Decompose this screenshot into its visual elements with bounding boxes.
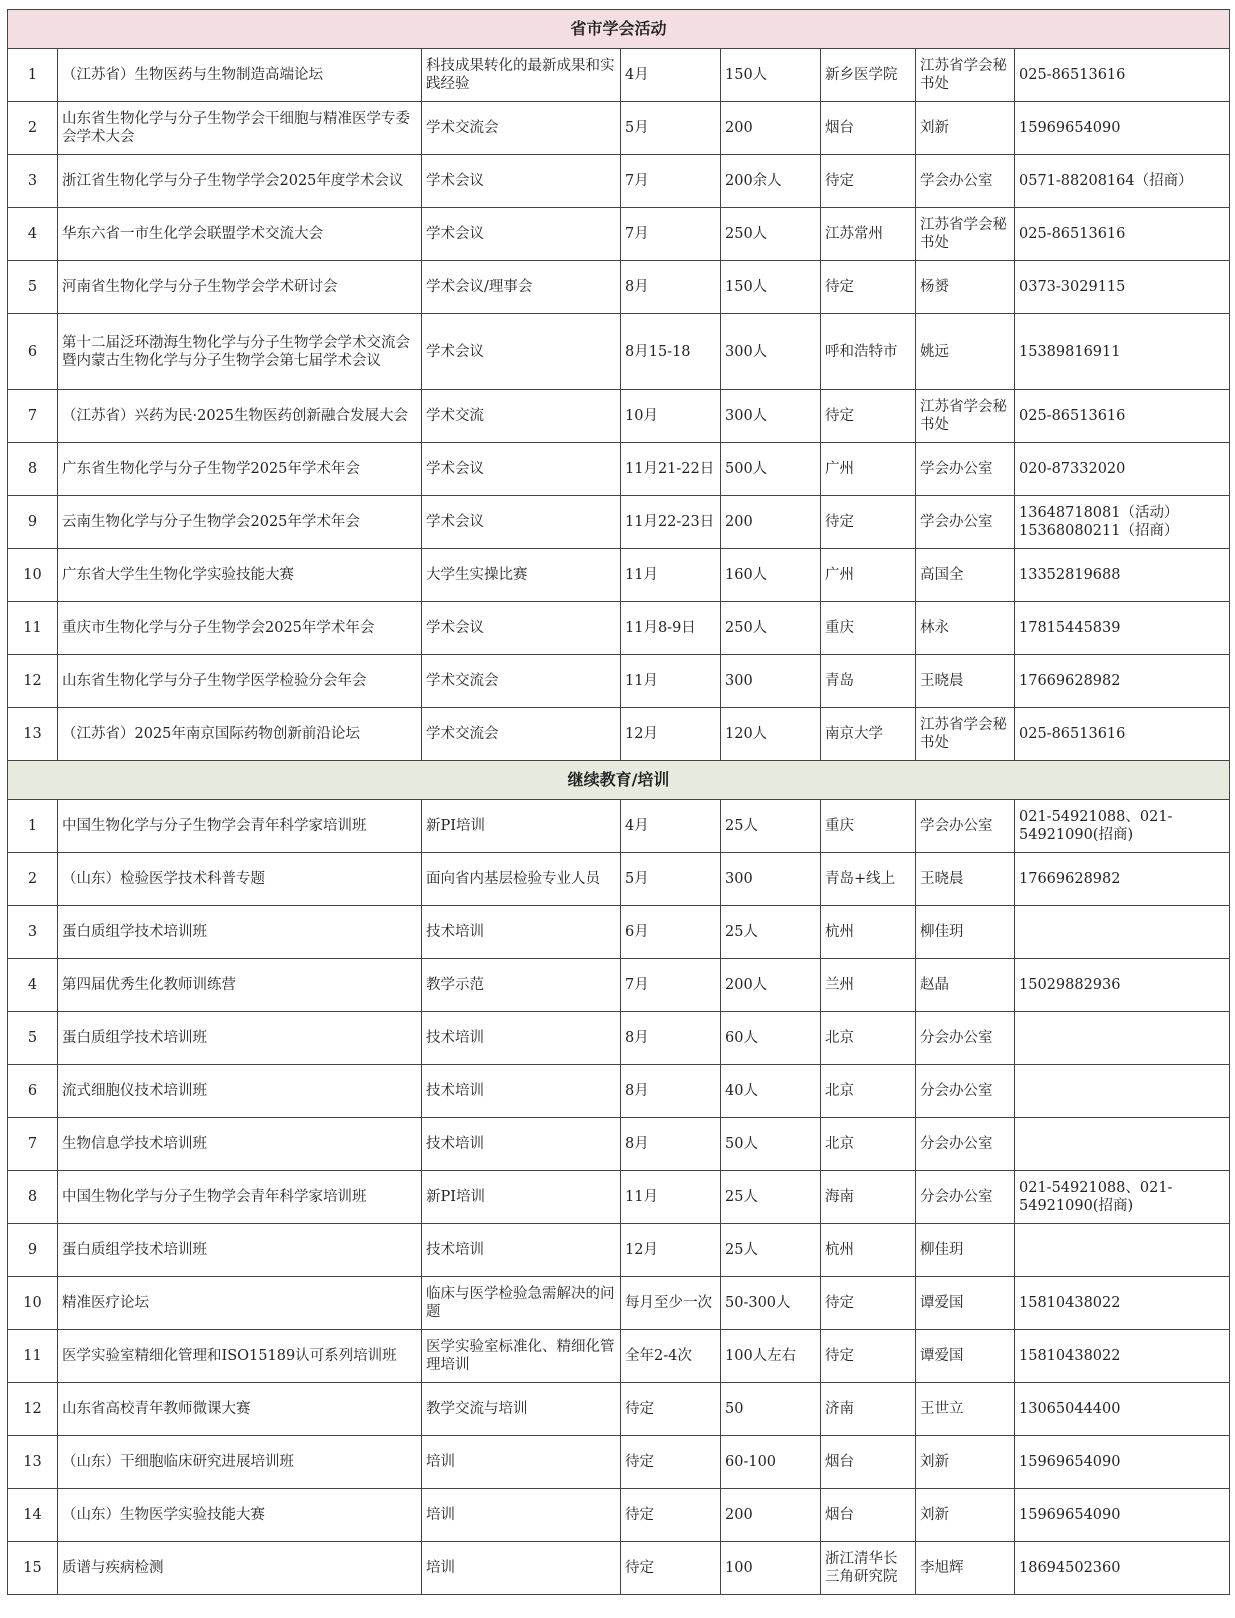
row-number-cell: 13 xyxy=(8,708,58,761)
contact-person-cell: 刘新 xyxy=(916,102,1015,155)
row-number-cell: 1 xyxy=(8,49,58,102)
activity-location-cell: 杭州 xyxy=(821,1224,916,1277)
contact-phone-cell: 15810438022 xyxy=(1015,1277,1230,1330)
contact-phone-cell: 13648718081（活动）15368080211（招商） xyxy=(1015,496,1230,549)
table-row xyxy=(8,1118,1230,1171)
attendee-count-cell: 50-300人 xyxy=(721,1277,821,1330)
contact-person-cell: 姚远 xyxy=(916,314,1015,390)
table-row xyxy=(8,959,1230,1012)
activity-time-cell: 8月 xyxy=(621,261,721,314)
row-number-cell: 12 xyxy=(8,1383,58,1436)
contact-phone-cell: 15969654090 xyxy=(1015,1436,1230,1489)
activity-type-cell: 学术会议 xyxy=(422,155,621,208)
contact-phone-cell: 13352819688 xyxy=(1015,549,1230,602)
contact-phone-cell: 13065044400 xyxy=(1015,1383,1230,1436)
activity-time-cell: 10月 xyxy=(621,390,721,443)
row-number-cell: 5 xyxy=(8,261,58,314)
row-number-cell: 6 xyxy=(8,1065,58,1118)
activity-location-cell: 南京大学 xyxy=(821,708,916,761)
activity-time-cell: 11月8-9日 xyxy=(621,602,721,655)
contact-person-cell: 柳佳玥 xyxy=(916,1224,1015,1277)
table-row xyxy=(8,443,1230,496)
contact-phone-cell xyxy=(1015,906,1230,959)
contact-person-cell: 分会办公室 xyxy=(916,1171,1015,1224)
attendee-count-cell: 25人 xyxy=(721,1224,821,1277)
attendee-count-cell: 250人 xyxy=(721,208,821,261)
activity-time-cell: 5月 xyxy=(621,853,721,906)
activity-location-cell: 待定 xyxy=(821,1330,916,1383)
activity-type-cell: 学术会议 xyxy=(422,496,621,549)
activity-name-cell: 河南省生物化学与分子生物学会学术研讨会 xyxy=(58,261,422,314)
activity-name-cell: 重庆市生物化学与分子生物学会2025年学术年会 xyxy=(58,602,422,655)
contact-phone-cell xyxy=(1015,1012,1230,1065)
activity-location-cell: 新乡医学院 xyxy=(821,49,916,102)
activity-name-cell: 蛋白质组学技术培训班 xyxy=(58,1224,422,1277)
activity-name-cell: 山东省高校青年教师微课大赛 xyxy=(58,1383,422,1436)
contact-phone-cell: 0571-88208164（招商） xyxy=(1015,155,1230,208)
activity-time-cell: 8月 xyxy=(621,1118,721,1171)
activity-location-cell: 江苏常州 xyxy=(821,208,916,261)
table-row xyxy=(8,208,1230,261)
attendee-count-cell: 25人 xyxy=(721,800,821,853)
table-body xyxy=(8,10,1230,1595)
activity-table xyxy=(7,9,1230,1595)
contact-person-cell: 杨赟 xyxy=(916,261,1015,314)
activity-type-cell: 学术会议 xyxy=(422,208,621,261)
activity-type-cell: 教学交流与培训 xyxy=(422,1383,621,1436)
row-number-cell: 13 xyxy=(8,1436,58,1489)
row-number-cell: 6 xyxy=(8,314,58,390)
contact-phone-cell: 15029882936 xyxy=(1015,959,1230,1012)
contact-person-cell: 江苏省学会秘书处 xyxy=(916,708,1015,761)
activity-type-cell: 技术培训 xyxy=(422,1012,621,1065)
activity-time-cell: 待定 xyxy=(621,1383,721,1436)
activity-name-cell: 中国生物化学与分子生物学会青年科学家培训班 xyxy=(58,800,422,853)
row-number-cell: 4 xyxy=(8,959,58,1012)
table-row xyxy=(8,853,1230,906)
activity-name-cell: 精准医疗论坛 xyxy=(58,1277,422,1330)
contact-person-cell: 江苏省学会秘书处 xyxy=(916,208,1015,261)
activity-location-cell: 待定 xyxy=(821,496,916,549)
attendee-count-cell: 150人 xyxy=(721,261,821,314)
table-row xyxy=(8,1171,1230,1224)
table-row xyxy=(8,708,1230,761)
activity-name-cell: 中国生物化学与分子生物学会青年科学家培训班 xyxy=(58,1171,422,1224)
activity-location-cell: 北京 xyxy=(821,1065,916,1118)
table-row xyxy=(8,800,1230,853)
row-number-cell: 5 xyxy=(8,1012,58,1065)
contact-person-cell: 学会办公室 xyxy=(916,496,1015,549)
attendee-count-cell: 200 xyxy=(721,102,821,155)
contact-person-cell: 学会办公室 xyxy=(916,443,1015,496)
activity-type-cell: 技术培训 xyxy=(422,1065,621,1118)
contact-phone-cell: 021-54921088、021-54921090(招商) xyxy=(1015,1171,1230,1224)
activity-location-cell: 济南 xyxy=(821,1383,916,1436)
activity-name-cell: 山东省生物化学与分子生物学医学检验分会年会 xyxy=(58,655,422,708)
activity-name-cell: （江苏省）生物医药与生物制造高端论坛 xyxy=(58,49,422,102)
contact-phone-cell: 17669628982 xyxy=(1015,655,1230,708)
contact-person-cell: 王晓晨 xyxy=(916,853,1015,906)
contact-person-cell: 学会办公室 xyxy=(916,800,1015,853)
section-title: 省市学会活动 xyxy=(8,10,1230,49)
attendee-count-cell: 250人 xyxy=(721,602,821,655)
contact-phone-cell xyxy=(1015,1065,1230,1118)
activity-time-cell: 4月 xyxy=(621,49,721,102)
row-number-cell: 3 xyxy=(8,155,58,208)
activity-location-cell: 杭州 xyxy=(821,906,916,959)
table-row xyxy=(8,1065,1230,1118)
activity-time-cell: 11月21-22日 xyxy=(621,443,721,496)
table-row xyxy=(8,1383,1230,1436)
row-number-cell: 11 xyxy=(8,1330,58,1383)
activity-location-cell: 待定 xyxy=(821,390,916,443)
activity-location-cell: 重庆 xyxy=(821,800,916,853)
activity-type-cell: 新PI培训 xyxy=(422,800,621,853)
row-number-cell: 12 xyxy=(8,655,58,708)
row-number-cell: 10 xyxy=(8,1277,58,1330)
activity-type-cell: 培训 xyxy=(422,1436,621,1489)
activity-location-cell: 呼和浩特市 xyxy=(821,314,916,390)
activity-location-cell: 广州 xyxy=(821,443,916,496)
table-row xyxy=(8,155,1230,208)
activity-type-cell: 教学示范 xyxy=(422,959,621,1012)
activity-time-cell: 每月至少一次 xyxy=(621,1277,721,1330)
activity-location-cell: 青岛+线上 xyxy=(821,853,916,906)
contact-person-cell: 林永 xyxy=(916,602,1015,655)
attendee-count-cell: 500人 xyxy=(721,443,821,496)
attendee-count-cell: 200 xyxy=(721,496,821,549)
contact-person-cell: 王世立 xyxy=(916,1383,1015,1436)
activity-name-cell: （山东）生物医学实验技能大赛 xyxy=(58,1489,422,1542)
table-row xyxy=(8,655,1230,708)
activity-type-cell: 临床与医学检验急需解决的问题 xyxy=(422,1277,621,1330)
activity-type-cell: 学术会议/理事会 xyxy=(422,261,621,314)
contact-phone-cell: 17669628982 xyxy=(1015,853,1230,906)
table-row xyxy=(8,1277,1230,1330)
table-row xyxy=(8,549,1230,602)
activity-time-cell: 11月 xyxy=(621,1171,721,1224)
attendee-count-cell: 120人 xyxy=(721,708,821,761)
activity-type-cell: 技术培训 xyxy=(422,1224,621,1277)
row-number-cell: 7 xyxy=(8,1118,58,1171)
activity-time-cell: 8月 xyxy=(621,1065,721,1118)
activity-location-cell: 青岛 xyxy=(821,655,916,708)
activity-time-cell: 待定 xyxy=(621,1542,721,1595)
activity-type-cell: 学术交流会 xyxy=(422,655,621,708)
contact-phone-cell: 15969654090 xyxy=(1015,1489,1230,1542)
activity-location-cell: 海南 xyxy=(821,1171,916,1224)
contact-phone-cell: 15810438022 xyxy=(1015,1330,1230,1383)
table-row xyxy=(8,602,1230,655)
activity-name-cell: 浙江省生物化学与分子生物学学会2025年度学术会议 xyxy=(58,155,422,208)
attendee-count-cell: 50人 xyxy=(721,1118,821,1171)
activity-location-cell: 兰州 xyxy=(821,959,916,1012)
activity-type-cell: 科技成果转化的最新成果和实践经验 xyxy=(422,49,621,102)
contact-phone-cell: 0373-3029115 xyxy=(1015,261,1230,314)
contact-phone-cell: 15389816911 xyxy=(1015,314,1230,390)
activity-location-cell: 待定 xyxy=(821,1277,916,1330)
contact-phone-cell: 025-86513616 xyxy=(1015,390,1230,443)
activity-time-cell: 待定 xyxy=(621,1436,721,1489)
activity-type-cell: 医学实验室标准化、精细化管理培训 xyxy=(422,1330,621,1383)
contact-phone-cell: 020-87332020 xyxy=(1015,443,1230,496)
table-row xyxy=(8,1436,1230,1489)
contact-phone-cell: 025-86513616 xyxy=(1015,208,1230,261)
table-row xyxy=(8,49,1230,102)
contact-person-cell: 分会办公室 xyxy=(916,1118,1015,1171)
table-row xyxy=(8,1489,1230,1542)
contact-person-cell: 赵晶 xyxy=(916,959,1015,1012)
activity-type-cell: 学术交流会 xyxy=(422,102,621,155)
activity-time-cell: 4月 xyxy=(621,800,721,853)
contact-person-cell: 学会办公室 xyxy=(916,155,1015,208)
table-row xyxy=(8,1330,1230,1383)
activity-type-cell: 新PI培训 xyxy=(422,1171,621,1224)
contact-phone-cell: 18694502360 xyxy=(1015,1542,1230,1595)
row-number-cell: 2 xyxy=(8,102,58,155)
attendee-count-cell: 150人 xyxy=(721,49,821,102)
attendee-count-cell: 200 xyxy=(721,1489,821,1542)
activity-location-cell: 广州 xyxy=(821,549,916,602)
contact-person-cell: 刘新 xyxy=(916,1436,1015,1489)
row-number-cell: 1 xyxy=(8,800,58,853)
activity-location-cell: 待定 xyxy=(821,261,916,314)
activity-name-cell: 广东省大学生生物化学实验技能大赛 xyxy=(58,549,422,602)
row-number-cell: 9 xyxy=(8,496,58,549)
activity-name-cell: 医学实验室精细化管理和ISO15189认可系列培训班 xyxy=(58,1330,422,1383)
attendee-count-cell: 60人 xyxy=(721,1012,821,1065)
activity-time-cell: 7月 xyxy=(621,959,721,1012)
activity-name-cell: （江苏省）兴药为民·2025生物医药创新融合发展大会 xyxy=(58,390,422,443)
row-number-cell: 3 xyxy=(8,906,58,959)
contact-person-cell: 柳佳玥 xyxy=(916,906,1015,959)
attendee-count-cell: 300人 xyxy=(721,390,821,443)
attendee-count-cell: 200人 xyxy=(721,959,821,1012)
activity-type-cell: 技术培训 xyxy=(422,906,621,959)
contact-person-cell: 李旭辉 xyxy=(916,1542,1015,1595)
contact-phone-cell: 15969654090 xyxy=(1015,102,1230,155)
activity-time-cell: 7月 xyxy=(621,155,721,208)
table-row xyxy=(8,1224,1230,1277)
activity-location-cell: 烟台 xyxy=(821,102,916,155)
activity-type-cell: 技术培训 xyxy=(422,1118,621,1171)
activity-time-cell: 7月 xyxy=(621,208,721,261)
activity-type-cell: 学术会议 xyxy=(422,602,621,655)
table-row xyxy=(8,1012,1230,1065)
attendee-count-cell: 160人 xyxy=(721,549,821,602)
contact-phone-cell xyxy=(1015,1118,1230,1171)
contact-person-cell: 分会办公室 xyxy=(916,1065,1015,1118)
activity-type-cell: 学术交流会 xyxy=(422,708,621,761)
activity-time-cell: 5月 xyxy=(621,102,721,155)
row-number-cell: 2 xyxy=(8,853,58,906)
activity-time-cell: 12月 xyxy=(621,708,721,761)
activity-time-cell: 6月 xyxy=(621,906,721,959)
contact-phone-cell xyxy=(1015,1224,1230,1277)
activity-type-cell: 培训 xyxy=(422,1542,621,1595)
table-row xyxy=(8,390,1230,443)
attendee-count-cell: 25人 xyxy=(721,1171,821,1224)
activity-location-cell: 烟台 xyxy=(821,1489,916,1542)
activity-location-cell: 北京 xyxy=(821,1118,916,1171)
table-row xyxy=(8,102,1230,155)
attendee-count-cell: 300人 xyxy=(721,314,821,390)
contact-person-cell: 江苏省学会秘书处 xyxy=(916,390,1015,443)
activity-name-cell: （江苏省）2025年南京国际药物创新前沿论坛 xyxy=(58,708,422,761)
activity-time-cell: 11月 xyxy=(621,655,721,708)
activity-name-cell: 流式细胞仪技术培训班 xyxy=(58,1065,422,1118)
attendee-count-cell: 300 xyxy=(721,853,821,906)
attendee-count-cell: 100 xyxy=(721,1542,821,1595)
attendee-count-cell: 25人 xyxy=(721,906,821,959)
activity-name-cell: 质谱与疾病检测 xyxy=(58,1542,422,1595)
row-number-cell: 15 xyxy=(8,1542,58,1595)
activity-location-cell: 北京 xyxy=(821,1012,916,1065)
table-row xyxy=(8,261,1230,314)
contact-person-cell: 谭爱国 xyxy=(916,1330,1015,1383)
attendee-count-cell: 50 xyxy=(721,1383,821,1436)
section-header xyxy=(8,10,1230,49)
activity-name-cell: 云南生物化学与分子生物学会2025年学术年会 xyxy=(58,496,422,549)
contact-phone-cell: 17815445839 xyxy=(1015,602,1230,655)
contact-person-cell: 高国全 xyxy=(916,549,1015,602)
activity-type-cell: 培训 xyxy=(422,1489,621,1542)
activity-name-cell: 蛋白质组学技术培训班 xyxy=(58,906,422,959)
activity-name-cell: （山东）检验医学技术科普专题 xyxy=(58,853,422,906)
activity-time-cell: 待定 xyxy=(621,1489,721,1542)
activity-time-cell: 11月22-23日 xyxy=(621,496,721,549)
attendee-count-cell: 60-100 xyxy=(721,1436,821,1489)
contact-person-cell: 分会办公室 xyxy=(916,1012,1015,1065)
attendee-count-cell: 300 xyxy=(721,655,821,708)
contact-phone-cell: 025-86513616 xyxy=(1015,49,1230,102)
row-number-cell: 10 xyxy=(8,549,58,602)
activity-type-cell: 学术会议 xyxy=(422,314,621,390)
activity-type-cell: 面向省内基层检验专业人员 xyxy=(422,853,621,906)
section-header xyxy=(8,761,1230,800)
table-row xyxy=(8,1542,1230,1595)
activity-type-cell: 大学生实操比赛 xyxy=(422,549,621,602)
row-number-cell: 8 xyxy=(8,443,58,496)
activity-type-cell: 学术会议 xyxy=(422,443,621,496)
activity-name-cell: 华东六省一市生化学会联盟学术交流大会 xyxy=(58,208,422,261)
activity-name-cell: 山东省生物化学与分子生物学会干细胞与精准医学专委会学术大会 xyxy=(58,102,422,155)
attendee-count-cell: 40人 xyxy=(721,1065,821,1118)
activity-name-cell: 第四届优秀生化教师训练营 xyxy=(58,959,422,1012)
activity-type-cell: 学术交流 xyxy=(422,390,621,443)
activity-time-cell: 全年2-4次 xyxy=(621,1330,721,1383)
row-number-cell: 9 xyxy=(8,1224,58,1277)
row-number-cell: 11 xyxy=(8,602,58,655)
activity-name-cell: 蛋白质组学技术培训班 xyxy=(58,1012,422,1065)
row-number-cell: 8 xyxy=(8,1171,58,1224)
activity-location-cell: 重庆 xyxy=(821,602,916,655)
attendee-count-cell: 200余人 xyxy=(721,155,821,208)
contact-person-cell: 刘新 xyxy=(916,1489,1015,1542)
row-number-cell: 7 xyxy=(8,390,58,443)
contact-phone-cell: 021-54921088、021-54921090(招商) xyxy=(1015,800,1230,853)
section-title: 继续教育/培训 xyxy=(8,761,1230,800)
activity-table-container xyxy=(7,9,1229,1595)
activity-location-cell: 浙江清华长三角研究院 xyxy=(821,1542,916,1595)
activity-name-cell: （山东）干细胞临床研究进展培训班 xyxy=(58,1436,422,1489)
contact-person-cell: 王晓晨 xyxy=(916,655,1015,708)
activity-name-cell: 第十二届泛环渤海生物化学与分子生物学会学术交流会暨内蒙古生物化学与分子生物学会第七届学术会议 xyxy=(58,314,422,390)
activity-name-cell: 广东省生物化学与分子生物学2025年学术年会 xyxy=(58,443,422,496)
activity-time-cell: 8月 xyxy=(621,1012,721,1065)
row-number-cell: 14 xyxy=(8,1489,58,1542)
contact-person-cell: 谭爱国 xyxy=(916,1277,1015,1330)
activity-time-cell: 11月 xyxy=(621,549,721,602)
activity-time-cell: 12月 xyxy=(621,1224,721,1277)
table-row xyxy=(8,314,1230,390)
activity-name-cell: 生物信息学技术培训班 xyxy=(58,1118,422,1171)
contact-phone-cell: 025-86513616 xyxy=(1015,708,1230,761)
activity-location-cell: 待定 xyxy=(821,155,916,208)
row-number-cell: 4 xyxy=(8,208,58,261)
activity-time-cell: 8月15-18 xyxy=(621,314,721,390)
table-row xyxy=(8,906,1230,959)
table-row xyxy=(8,496,1230,549)
contact-person-cell: 江苏省学会秘书处 xyxy=(916,49,1015,102)
activity-location-cell: 烟台 xyxy=(821,1436,916,1489)
attendee-count-cell: 100人左右 xyxy=(721,1330,821,1383)
